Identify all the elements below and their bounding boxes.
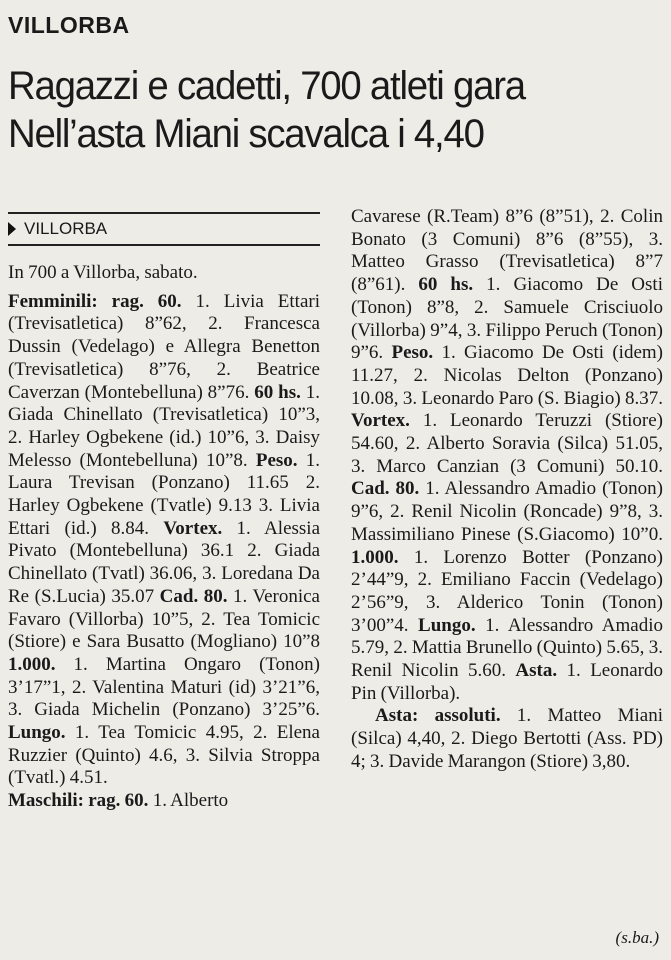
event-label: Asta: assoluti. xyxy=(375,705,501,727)
event-label: Peso. xyxy=(391,342,434,364)
event-label: 60 hs. xyxy=(254,381,301,403)
headline-line-1: Ragazzi e cadetti, 700 atleti gara xyxy=(8,64,525,108)
results-text: 1. Giada Chinellato (Trevisatletica) 10”3, 2. Harley Ogbekene (id.) 10”6, 3. Daisy Melesso (Montebelluna) 10”8. xyxy=(8,381,321,471)
results-text: 1. Tea Tomicic 4.95, 2. Elena Ruzzier (Quinto) 4.6, 3. Silvia Stroppa (Tvatl.) 4.51. xyxy=(8,722,320,789)
results-text: 1. Martina Ongaro (Tonon) 3’17”1, 2. Valentina Maturi (id) 3’21”6, 3. Giada Michelin (Ponzano) 3’25”6. xyxy=(8,653,320,721)
results-text: Cavarese (R.Team) 8”6 (8”51), 2. Colin Bonato (3 Comuni) 8”6 (8”55), 3. Matteo Grasso (Trevisatletica) 8”7 (8”61). xyxy=(351,206,663,296)
section-label: VILLORBA xyxy=(24,219,108,238)
article-column-2 xyxy=(351,206,663,774)
author-signature: (s.ba.) xyxy=(615,928,659,947)
event-label: Asta. xyxy=(515,660,558,682)
event-label: 1.000. xyxy=(351,546,399,568)
section-kicker: VILLORBA xyxy=(8,12,130,38)
results-maschili xyxy=(351,206,663,705)
article-lead: In 700 a Villorba, sabato. xyxy=(8,262,198,283)
headline-line-2: Nell’asta Miani scavalca i 4,40 xyxy=(8,112,484,156)
results-text: 1. Leonardo Pin (Villorba). xyxy=(351,660,663,704)
results-text: 1. Giacomo De Osti (idem) 11.27, 2. Nicolas Delton (Ponzano) 10.08, 3. Leonardo Paro (S. Biagio) 8.37. xyxy=(351,342,663,409)
results-asta-assoluti xyxy=(351,705,663,773)
event-label: Lungo. xyxy=(418,614,476,636)
results-text: 1. Leonardo Teruzzi (Stiore) 54.60, 2. Alberto Soravia (Silca) 51.05, 3. Marco Canzian (3 Comuni) 50.10. xyxy=(351,410,663,477)
results-text: 1. Alessandro Amadio (Tonon) 9”6, 2. Renil Nicolin (Roncade) 9”8, 3. Massimiliano Pinese (S.Giacomo) 10”0. xyxy=(351,478,663,545)
results-text: 1. Veronica Favaro (Villorba) 10”5, 2. Tea Tomicic (Stiore) e Sara Busatto (Mogliano) 10”8 xyxy=(8,585,320,653)
event-label: 60 hs. xyxy=(418,274,474,296)
results-text: 1. Laura Trevisan (Ponzano) 11.65 2. Harley Ogbekene (Tvatle) 9.13 3. Livia Ettari (id.) 8.84. xyxy=(8,449,320,539)
event-label: Maschili: rag. 60. xyxy=(8,790,149,812)
article-column-1 xyxy=(8,262,320,813)
event-label: Peso. xyxy=(255,449,298,471)
results-text: 1. Livia Ettari (Trevisatletica) 8”62, 2. Francesca Dussin (Vedelago) e Allegra Benetton (Trevisatletica) 8”76, 2. Beatrice Caverzan (Montebelluna) 8”76. xyxy=(8,290,320,403)
event-label: Vortex. xyxy=(351,410,410,432)
section-label-bar xyxy=(8,212,320,246)
results-text: 1. Alberto xyxy=(148,790,229,812)
results-text: 1. Alessandro Amadio 5.79, 2. Mattia Brunello (Quinto) 5.65, 3. Renil Nicolin 5.60. xyxy=(351,614,663,682)
results-maschili-start xyxy=(8,790,320,813)
event-label: Cad. 80. xyxy=(159,585,228,607)
results-text: 1. Matteo Miani (Silca) 4,40, 2. Diego Bertotti (Ass. PD) 4; 3. Davide Marangon (Stiore) 3,80. xyxy=(351,705,664,772)
event-label: Femminili: rag. 60. xyxy=(8,290,182,312)
event-label: 1.000. xyxy=(8,653,56,675)
results-femminili xyxy=(8,291,320,790)
play-triangle-icon xyxy=(8,222,16,236)
results-text: 1. Lorenzo Botter (Ponzano) 2’44”9, 2. Emiliano Faccin (Vedelago) 2’56”9, 3. Alderico Tonin (Tonon) 3’00”4. xyxy=(351,546,663,636)
event-label: Vortex. xyxy=(163,517,223,539)
results-text: 1. Giacomo De Osti (Tonon) 8”8, 2. Samuele Crisciuolo (Villorba) 9”4, 3. Filippo Peruch (Tonon) 9”6. xyxy=(351,274,663,364)
headline xyxy=(8,62,642,158)
event-label: Lungo. xyxy=(8,722,66,744)
results-text: 1. Alessia Pivato (Montebelluna) 36.1 2. Giada Chinellato (Tvatl) 36.06, 3. Loredana Da Re (S.Lucia) 35.07 xyxy=(8,517,321,607)
event-label: Cad. 80. xyxy=(351,478,420,500)
